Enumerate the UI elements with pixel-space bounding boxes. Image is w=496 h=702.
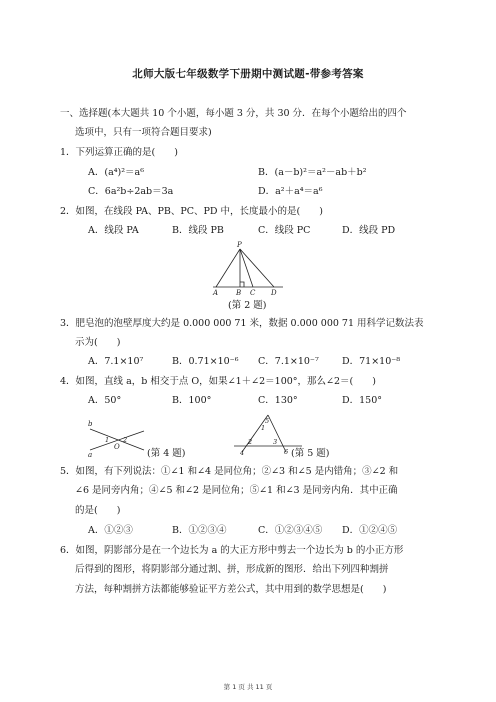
fig2-label-b: B (236, 289, 242, 297)
section-heading-line2: 选项中，只有一项符合题目要求) (75, 127, 212, 138)
fig4-angle-1: 1 (105, 436, 110, 444)
figure-4-caption: (第 4 题) (147, 448, 186, 459)
fig4-angle-2: 2 (123, 436, 128, 444)
fig5-angle-3: 3 (273, 438, 278, 446)
q2-option-b: B．线段 PB (172, 225, 224, 236)
question-2-stem: 2．如图，在线段 PA、PB、PC、PD 中，长度最小的是( ) (60, 206, 323, 217)
fig5-angle-5: 5 (265, 417, 270, 425)
fig4-label-o: O (114, 443, 120, 451)
q5-option-d: D．①②④⑤ (342, 525, 398, 536)
fig5-angle-1: 1 (261, 424, 266, 432)
figure-4-diagram (86, 418, 148, 460)
section-heading-line1: 一、选择题(本大题共 10 个小题，每小题 3 分，共 30 分．在每个小题给出的四个 (60, 108, 407, 119)
q1-option-a: A．(a⁴)²＝a⁶ (88, 167, 145, 178)
question-3-stem-line2: 示为( ) (75, 337, 121, 348)
q3-option-d: D．71×10⁻⁸ (342, 356, 401, 367)
question-6-stem-line1: 6．如图，阴影部分是在一个边长为 a 的大正方形中剪去一个边长为 b 的小正方形 (60, 545, 404, 556)
q4-option-a: A．50° (88, 395, 122, 406)
q3-option-b: B．0.71×10⁻⁶ (172, 356, 239, 367)
q2-option-d: D．线段 PD (342, 225, 396, 236)
fig4-label-a: a (88, 451, 93, 459)
q5-option-b: B．①②③④ (172, 525, 227, 536)
q4-option-d: D．150° (342, 395, 382, 406)
question-4-stem: 4．如图，直线 a，b 相交于点 O，如果∠1＋∠2＝100°，那么∠2＝( ) (60, 376, 376, 387)
question-5-stem-line3: 的是( ) (75, 505, 121, 516)
question-5-stem-line1: 5．如图，有下列说法：①∠1 和∠4 是同位角；②∠3 和∠5 是内错角；③∠2 和 (60, 466, 399, 477)
question-3-stem-line1: 3．肥皂泡的泡壁厚度大约是 0.000 000 71 米，数据 0.000 000 71 用科学记数法表 (60, 318, 424, 329)
fig5-angle-4: 4 (240, 449, 245, 457)
q1-option-c: C．6a²b÷2ab＝3a (88, 186, 174, 197)
q2-option-a: A．线段 PA (88, 225, 139, 236)
figure-2-diagram (205, 240, 295, 298)
question-5-stem-line2: ∠6 是同旁内角；④∠5 和∠2 是同位角；⑤∠1 和∠3 是同旁内角．其中正确 (75, 485, 398, 496)
q3-option-c: C．7.1×10⁻⁷ (258, 356, 319, 367)
q4-option-b: B．100° (172, 395, 212, 406)
fig2-label-d: D (271, 289, 277, 297)
q2-option-c: C．线段 PC (258, 225, 311, 236)
q5-option-a: A．①②③ (88, 525, 133, 536)
fig2-label-c: C (250, 289, 256, 297)
q4-option-c: C．130° (258, 395, 298, 406)
figure-2-caption: (第 2 题) (228, 300, 267, 311)
fig4-label-b: b (88, 420, 93, 428)
question-6-stem-line3: 方法，每种割拼方法都能够验证平方差公式，其中用到的数学思想是( ) (75, 584, 387, 595)
question-6-stem-line2: 后得到的图形，将阴影部分通过割、拼，形成新的图形．给出下列四种割拼 (75, 564, 389, 575)
figure-5-caption: (第 5 题) (291, 448, 330, 459)
page-title: 北师大版七年级数学下册期中测试题-带参考答案 (132, 68, 364, 80)
q1-option-d: D．a²＋a⁴＝a⁶ (258, 186, 323, 197)
fig5-angle-2: 2 (248, 438, 253, 446)
fig2-label-a: A (213, 289, 219, 297)
page-footer: 第 1 页 共 11 页 (223, 683, 273, 691)
q5-option-c: C．①②③④⑤ (258, 525, 323, 536)
q1-option-b: B．(a－b)²＝a²－ab＋b² (258, 167, 367, 178)
question-1-stem: 1．下列运算正确的是( ) (60, 147, 178, 158)
fig5-angle-6: 6 (284, 448, 289, 456)
fig2-label-p: P (237, 241, 242, 249)
q3-option-a: A．7.1×10⁷ (88, 356, 144, 367)
